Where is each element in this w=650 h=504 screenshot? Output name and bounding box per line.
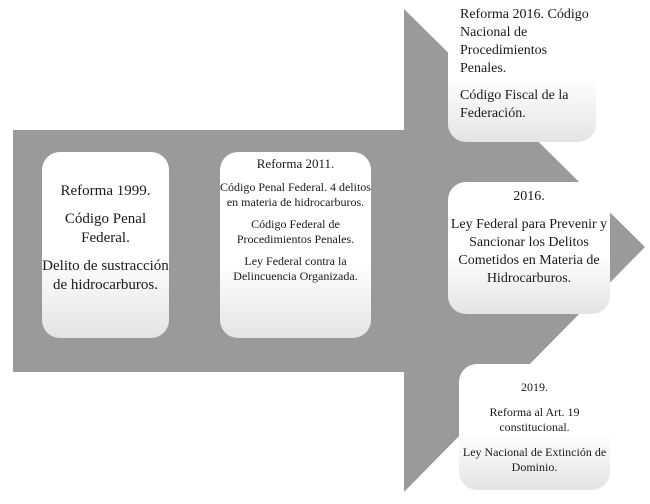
ley-2016-year: 2016. (513, 189, 545, 204)
reforma-2019-box (459, 364, 610, 490)
reforma-1999-code: Código Penal Federal. (64, 211, 147, 246)
reforma-2011-box (220, 152, 371, 338)
reforma-2016-national-code: Reforma 2016. Código Nacional de Procedimientos Penales. (460, 7, 589, 76)
reforma-2011-organized-crime-law: Ley Federal contra la Delincuencia Organizada. (233, 254, 358, 283)
reforma-2016-codes-box (448, 0, 596, 142)
ley-2016-box (448, 182, 610, 314)
reforma-1999-box (42, 152, 169, 338)
reforma-1999-crime: Delito de sustracción de hidrocarburos. (42, 258, 169, 293)
reforma-2016-fiscal-code: Código Fiscal de la Federación. (460, 88, 569, 121)
reforma-2019-art19: Reforma al Art. 19 constitucional. (489, 405, 580, 434)
reforma-2019-extinction-law: Ley Nacional de Extinción de Dominio. (462, 445, 607, 474)
ley-2016-federal-law: Ley Federal para Prevenir y Sancionar los Delitos Cometidos en Materia de Hidrocarburos. (450, 217, 608, 286)
reforma-2011-procedures-code: Código Federal de Procedimientos Penales. (236, 217, 355, 246)
reforma-2019-year: 2019. (521, 380, 548, 394)
reforma-2011-title: Reforma 2011. (256, 156, 335, 171)
reforma-2011-penal-code: Código Penal Federal. 4 delitos en materia de hidrocarburos. (220, 180, 371, 209)
reforma-1999-title: Reforma 1999. (60, 183, 151, 199)
